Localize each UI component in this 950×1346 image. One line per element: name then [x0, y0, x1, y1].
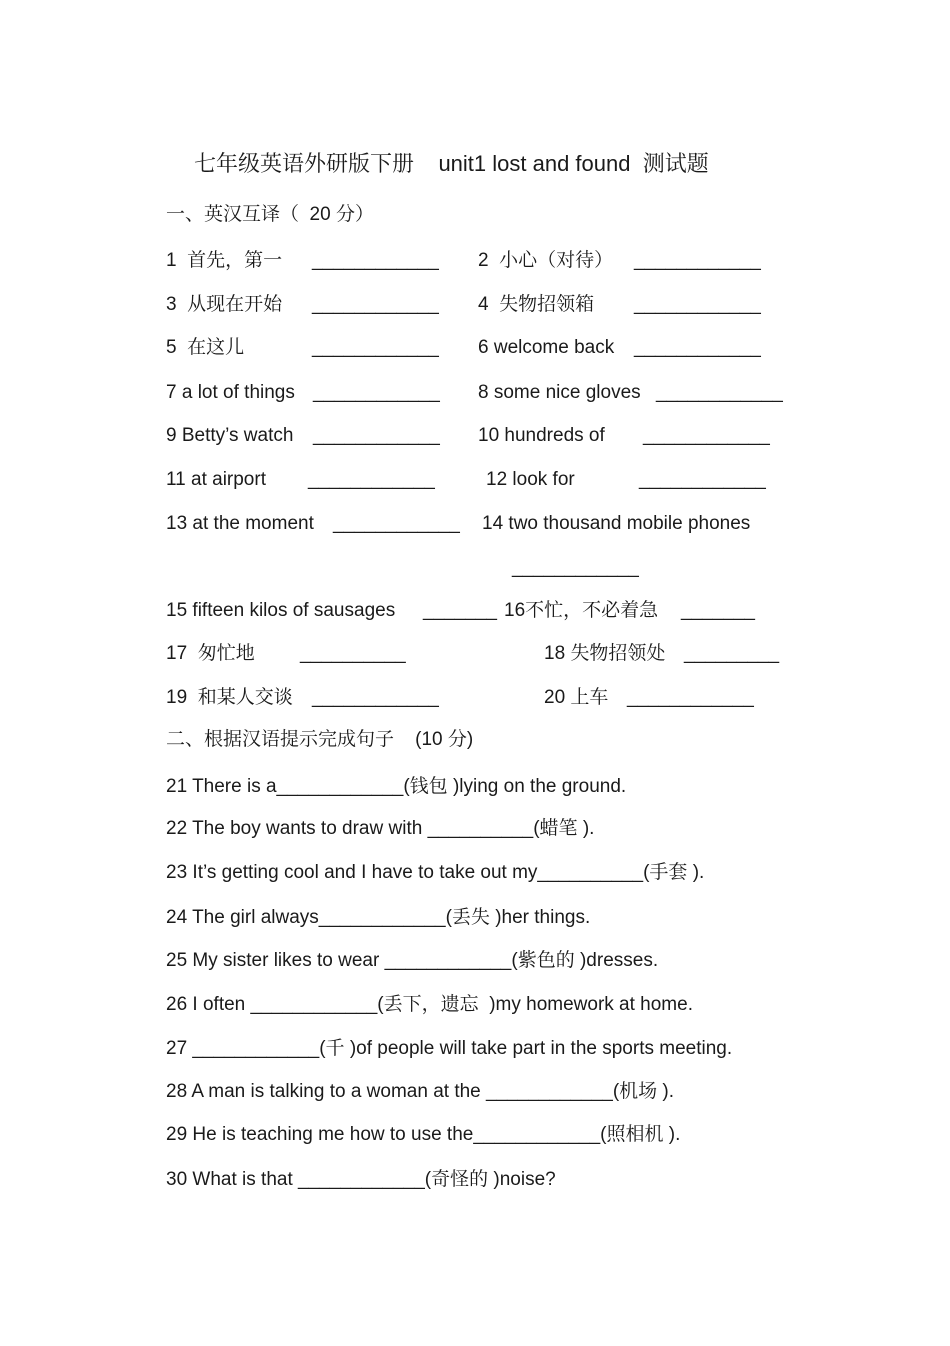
item-8: 8 some nice gloves [478, 382, 641, 403]
sentence-25: 25 My sister likes to wear ____________(紫色的 )dresses. [166, 950, 659, 971]
blank-19[interactable]: ____________ [312, 687, 439, 708]
item-5: 5 在这儿 [166, 337, 245, 358]
blank-7[interactable]: ____________ [313, 382, 440, 403]
item-7: 7 a lot of things [166, 382, 295, 403]
blank-4[interactable]: ____________ [634, 294, 761, 315]
item-6: 6 welcome back [478, 337, 615, 358]
section1-heading: 一、英汉互译（ 20 分） [166, 204, 374, 225]
item-10: 10 hundreds of [478, 425, 605, 446]
section2-heading: 二、根据汉语提示完成句子 (10 分) [166, 729, 474, 750]
item-2: 2 小心（对待） [478, 250, 614, 271]
blank-1[interactable]: ____________ [312, 250, 439, 271]
sentence-22: 22 The boy wants to draw with __________(蜡笔 ). [166, 818, 595, 839]
sentence-24: 24 The girl always____________(丢失 )her things. [166, 907, 591, 928]
blank-18[interactable]: _________ [684, 643, 780, 664]
sentence-21: 21 There is a____________(钱包 )lying on the ground. [166, 776, 627, 797]
sentence-23: 23 It’s getting cool and I have to take out my__________(手套 ). [166, 862, 705, 883]
item-19: 19 和某人交谈 [166, 687, 293, 708]
item-1: 1 首先，第一 [166, 250, 283, 271]
sentence-30: 30 What is that ____________(奇怪的 )noise? [166, 1169, 556, 1190]
item-15: 15 fifteen kilos of sausages [166, 600, 396, 621]
blank-9[interactable]: ____________ [313, 425, 440, 446]
page-title: 七年级英语外研版下册 unit1 lost and found 测试题 [194, 151, 709, 176]
sentence-29: 29 He is teaching me how to use the____________(照相机 ). [166, 1124, 681, 1145]
item-16: 16不忙，不必着急 [504, 600, 659, 621]
blank-17[interactable]: __________ [300, 643, 406, 664]
blank-13[interactable]: ____________ [333, 513, 460, 534]
item-17: 17 匆忙地 [166, 643, 255, 664]
blank-3[interactable]: ____________ [312, 294, 439, 315]
sentence-26: 26 I often ____________(丢下，遗忘 )my homework at home. [166, 994, 693, 1015]
blank-20[interactable]: ____________ [627, 687, 754, 708]
item-4: 4 失物招领箱 [478, 294, 595, 315]
blank-2[interactable]: ____________ [634, 250, 761, 271]
blank-12[interactable]: ____________ [639, 469, 766, 490]
item-9: 9 Betty’s watch [166, 425, 294, 446]
sentence-27: 27 ____________(千 )of people will take part in the sports meeting. [166, 1038, 733, 1059]
blank-15[interactable]: _______ [423, 600, 497, 621]
blank-16[interactable]: _______ [681, 600, 755, 621]
blank-8[interactable]: ____________ [656, 382, 783, 403]
item-3: 3 从现在开始 [166, 294, 283, 315]
blank-5[interactable]: ____________ [312, 337, 439, 358]
blank-6[interactable]: ____________ [634, 337, 761, 358]
item-11: 11 at airport [166, 469, 266, 490]
item-13: 13 at the moment [166, 513, 314, 534]
item-18: 18 失物招领处 [544, 643, 666, 664]
blank-10[interactable]: ____________ [643, 425, 770, 446]
item-20: 20 上车 [544, 687, 609, 708]
sentence-28: 28 A man is talking to a woman at the ____________(机场 ). [166, 1081, 675, 1102]
item-12: 12 look for [486, 469, 575, 490]
blank-11[interactable]: ____________ [308, 469, 435, 490]
item-14: 14 two thousand mobile phones [482, 513, 751, 534]
blank-14[interactable]: ____________ [512, 557, 639, 578]
